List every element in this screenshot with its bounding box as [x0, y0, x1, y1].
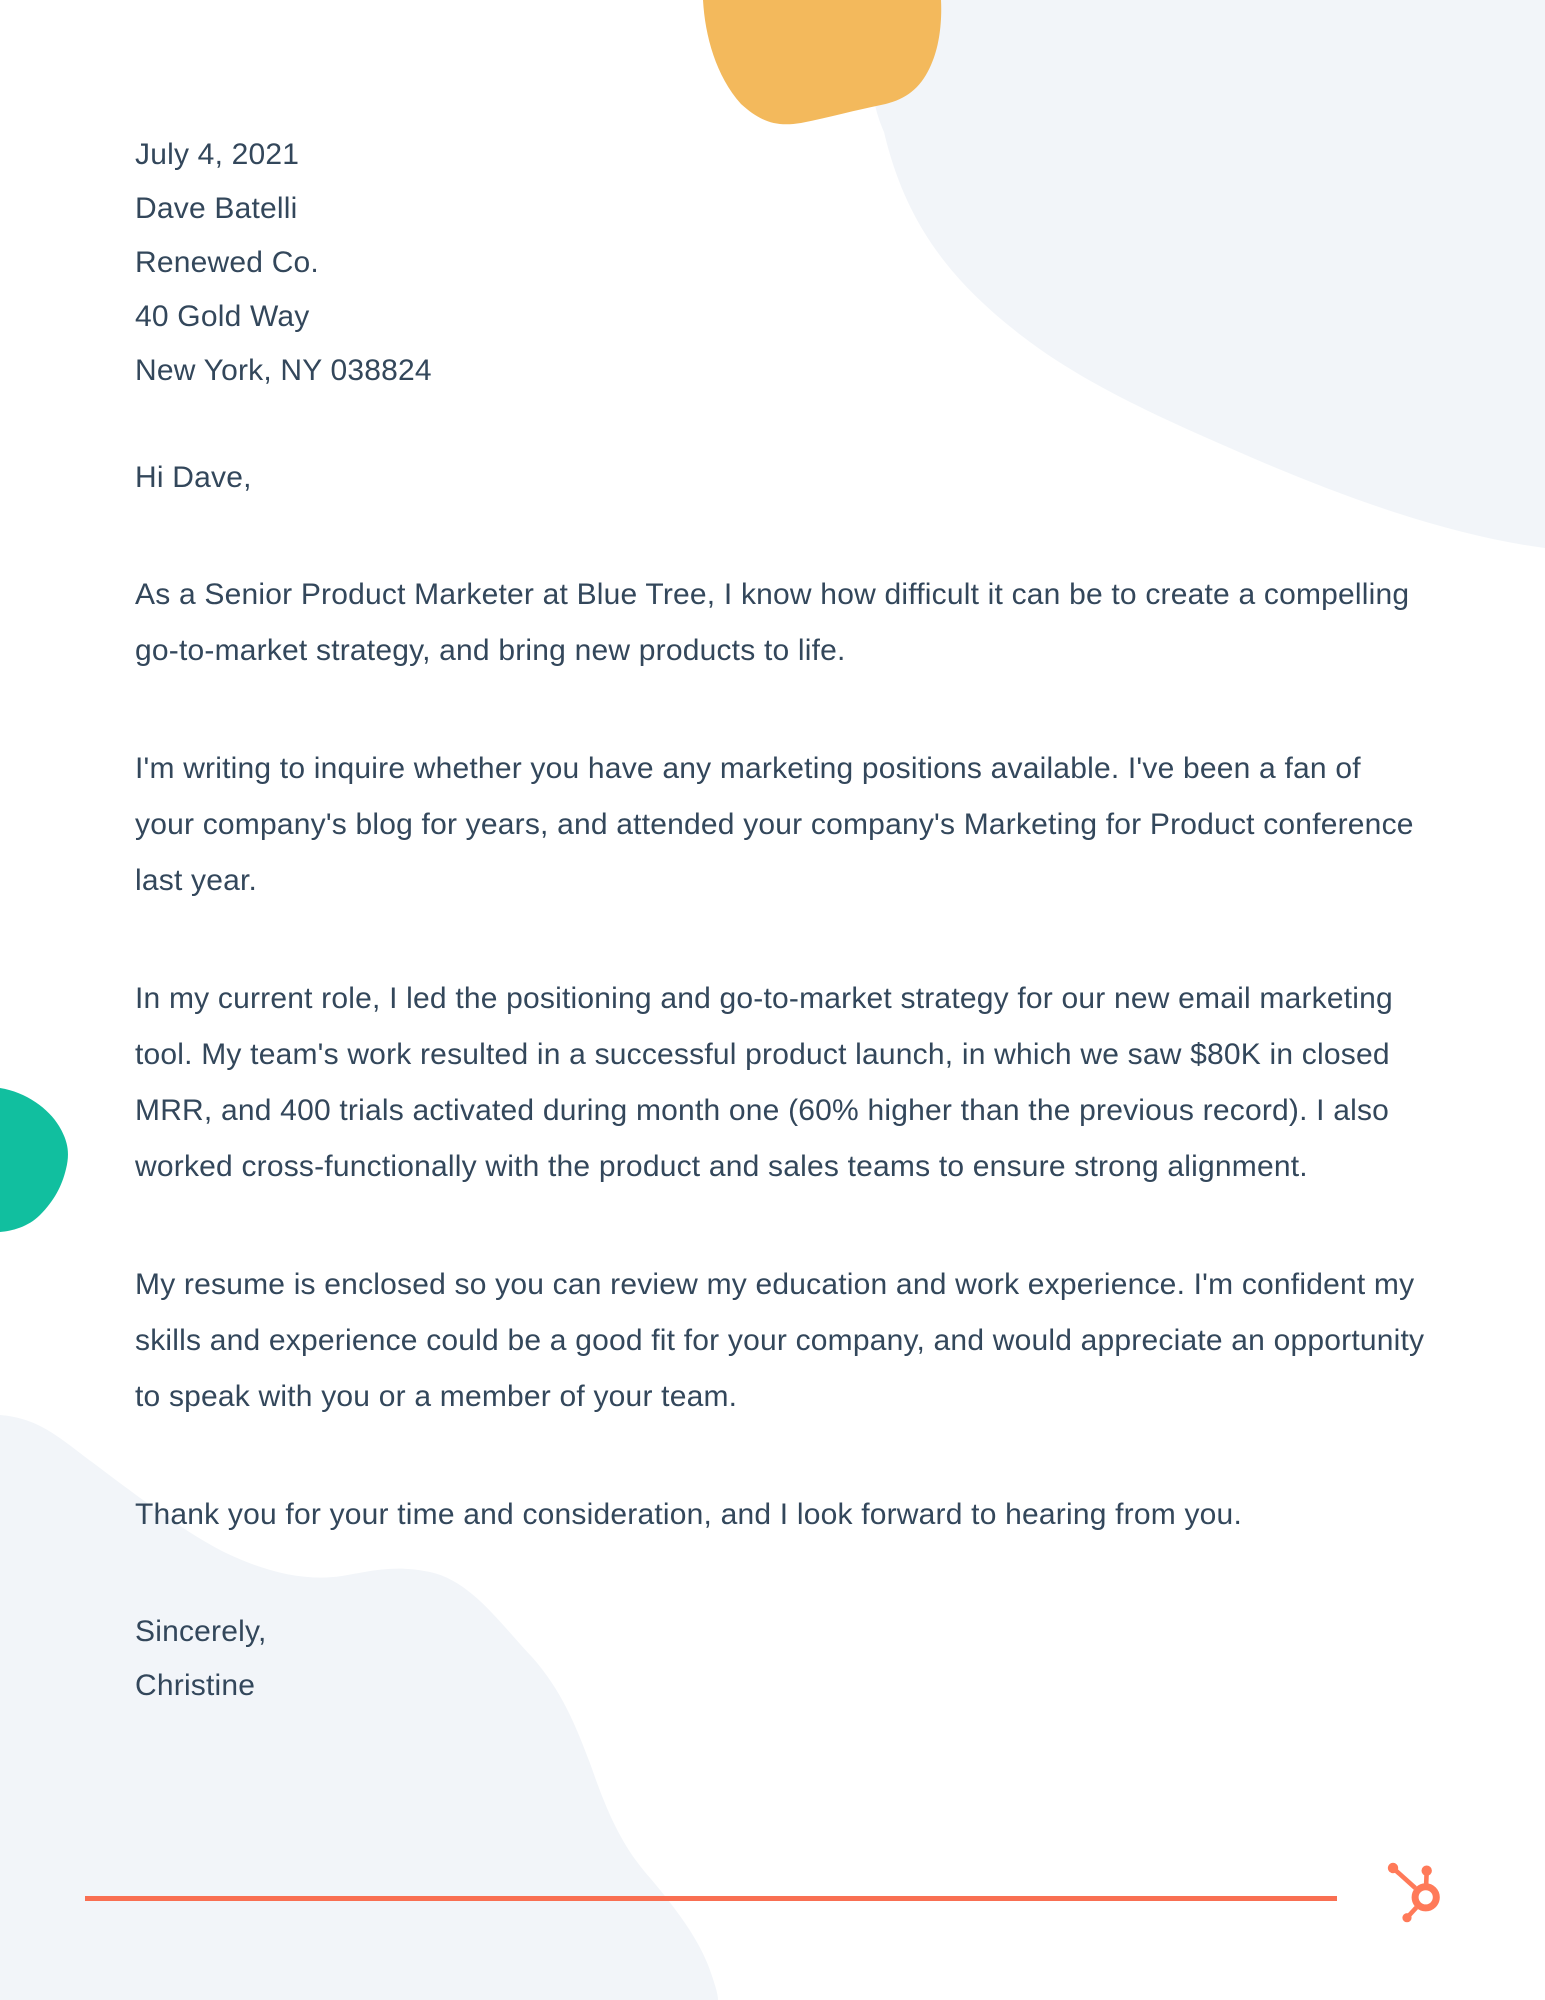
paragraph-2: I'm writing to inquire whether you have any marketing positions available. I've been a fan of your company's blog for years, and attended your company's Marketing for Product conference last year. — [135, 752, 1414, 897]
recipient-city: New York, NY 038824 — [135, 354, 432, 387]
closing-block — [135, 1605, 1427, 1713]
salutation: Hi Dave, — [135, 461, 252, 494]
footer-divider — [85, 1896, 1337, 1901]
paragraph-3: In my current role, I led the positioning and go-to-market strategy for our new email marketing tool. My team's work resulted in a successful product launch, in which we saw $80K in closed MRR, and 400 trials activated during month one (60% higher than the previous record). I also worked cross-functionally with the product and sales teams to ensure strong alignment. — [135, 982, 1393, 1183]
letter-body — [135, 128, 1427, 1713]
hubspot-sprocket-icon — [1380, 1853, 1450, 1925]
letter-date: July 4, 2021 — [135, 138, 300, 171]
paragraph-4: My resume is enclosed so you can review my education and work experience. I'm confident my skills and experience could be a good fit for your company, and would appreciate an opportunity to speak with you or a member of your team. — [135, 1268, 1425, 1413]
recipient-street: 40 Gold Way — [135, 300, 310, 333]
recipient-company: Renewed Co. — [135, 246, 319, 279]
recipient-address-block — [135, 128, 1427, 398]
paragraph-1: As a Senior Product Marketer at Blue Tree, I know how difficult it can be to create a compelling go-to-market strategy, and bring new products to life. — [135, 578, 1410, 667]
paragraph-5: Thank you for your time and consideration, and I look forward to hearing from you. — [135, 1498, 1242, 1531]
recipient-name: Dave Batelli — [135, 192, 298, 225]
teal-blob — [0, 1088, 68, 1232]
signature: Christine — [135, 1669, 256, 1702]
valediction: Sincerely, — [135, 1615, 267, 1648]
